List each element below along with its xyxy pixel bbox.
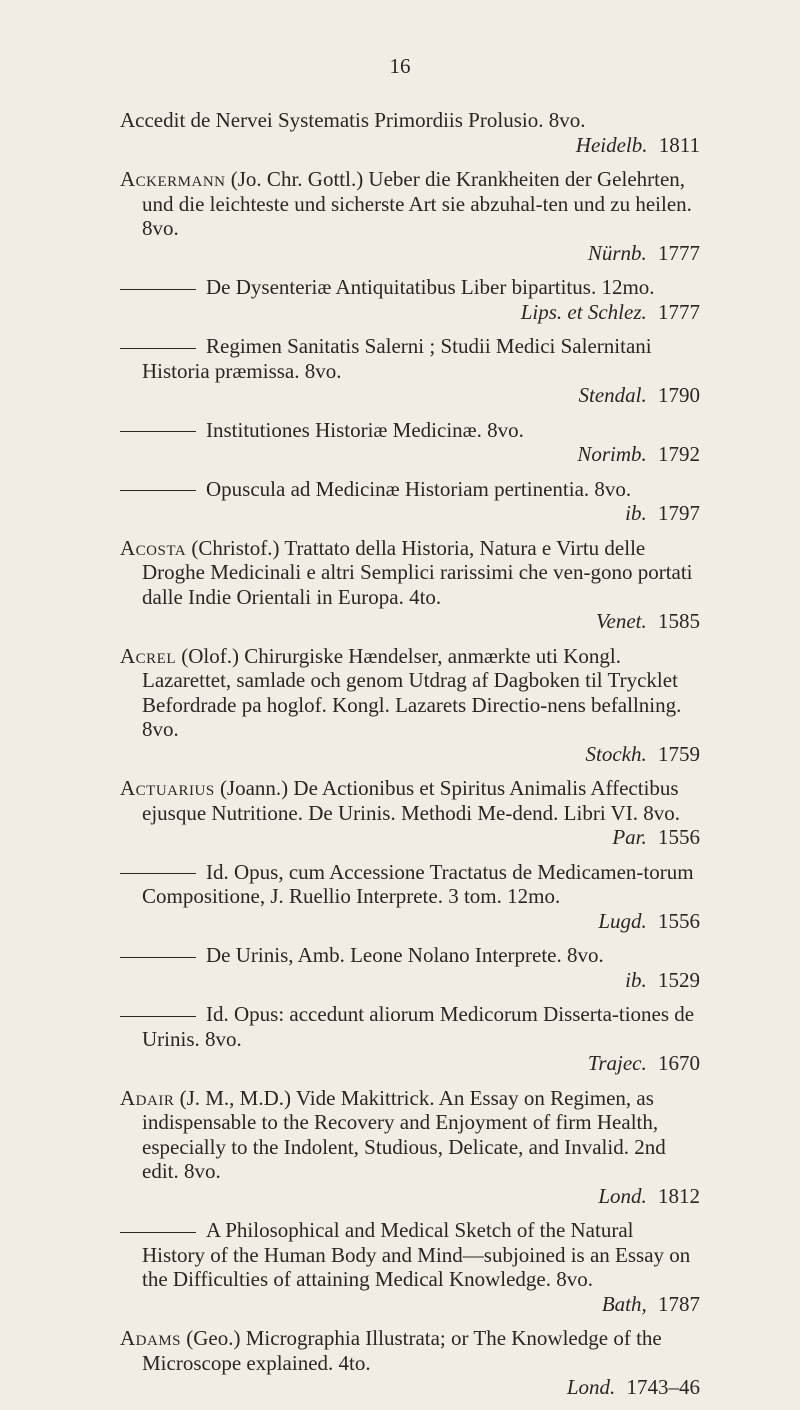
imprint-place: Lond. (566, 1375, 616, 1399)
imprint-year: 1797 (652, 501, 700, 525)
entry-text: Id. Opus, cum Accessione Tractatus de Medicamen-torum Compositione, J. Ruellio Interprete. 3 tom. 12mo. (142, 859, 694, 908)
author-name: Actuarius (120, 776, 215, 800)
imprint-line (142, 1375, 700, 1400)
catalogue-entry (120, 536, 700, 634)
imprint-line (142, 1051, 700, 1076)
ditto-dash (120, 957, 196, 958)
ditto-dash (120, 289, 196, 290)
author-name: Acrel (120, 643, 177, 668)
catalogue-entry (120, 418, 700, 467)
entry-text: (J. M., M.D.) Vide Makittrick. An Essay on Regimen, as indispensable to the Recovery and Enjoyment of firm Health, especially to the Indolent, Studious, Delicate, and Invalid. 2nd edit. 8vo. (142, 1085, 666, 1183)
imprint-line (142, 383, 700, 408)
imprint-line (142, 300, 700, 325)
imprint-year: 1743–46 (621, 1375, 700, 1399)
catalogue-entry (120, 1002, 700, 1076)
imprint-year: 1529 (652, 967, 700, 992)
imprint-place: Par. (612, 825, 647, 849)
entry-text: Regimen Sanitatis Salerni ; Studii Medici Salernitani Historia præmissa. 8vo. (142, 334, 652, 383)
imprint-year: 1777 (652, 299, 700, 324)
imprint-year: 1556 (652, 825, 700, 849)
catalogue-entry (120, 334, 700, 408)
author-name: Adams (120, 1326, 182, 1350)
imprint-year: 1787 (652, 1291, 700, 1316)
entry-text: (Geo.) Micrographia Illustrata; or The Knowledge of the Microscope explained. 4to. (142, 1326, 662, 1375)
author-name: Adair (120, 1085, 175, 1110)
imprint-line (142, 133, 700, 158)
imprint-place: ib. (625, 967, 647, 992)
page-number: 16 (389, 54, 411, 78)
catalogue-entry (120, 860, 700, 934)
imprint-year: 1777 (652, 240, 700, 265)
imprint-year: 1556 (652, 908, 700, 933)
entry-text: (Christof.) Trattato della Historia, Natura e Virtu delle Droghe Medicinali e altri Semplici rarissimi che ven-gono portati dalle Indie Orientali in Europa. 4to. (142, 535, 693, 609)
author-name: Ackermann (120, 167, 226, 191)
imprint-line (142, 442, 700, 467)
catalogue-entry (120, 943, 700, 992)
imprint-year: 1811 (653, 132, 700, 157)
catalogue-entries (120, 108, 700, 1410)
imprint-year: 1812 (652, 1183, 700, 1208)
imprint-line (142, 909, 700, 934)
entry-text: (Olof.) Chirurgiske Hændelser, anmærkte uti Kongl. Lazarettet, samlade och genom Utdrag af Dagboken til Trycklet Befordrade pa hoglof. Kongl. Lazarets Directio-nens befallning. 8vo. (142, 643, 682, 741)
entry-text: A Philosophical and Medical Sketch of the Natural History of the Human Body and Mind—subjoined is an Essay on the Difficulties of attaining Medical Knowledge. 8vo. (142, 1218, 691, 1291)
catalogue-entry (120, 1218, 700, 1316)
imprint-place: ib. (625, 501, 647, 525)
catalogue-entry (120, 108, 700, 157)
entry-text: (Jo. Chr. Gottl.) Ueber die Krankheiten der Gelehrten, und die leichteste und sicherste Art sie abzuhal-ten und zu heilen. 8vo. (142, 167, 692, 240)
imprint-place: Norimb. (577, 442, 647, 466)
imprint-place: Lips. et Schlez. (520, 299, 647, 324)
ditto-dash (120, 873, 196, 874)
entry-text: Id. Opus: accedunt aliorum Medicorum Disserta-tiones de Urinis. 8vo. (142, 1002, 695, 1051)
catalogue-entry (120, 1086, 700, 1209)
entry-text: Accedit de Nervei Systematis Primordiis Prolusio. 8vo. (120, 108, 586, 132)
imprint-line (142, 1184, 700, 1209)
imprint-year: 1585 (652, 609, 700, 633)
imprint-year: 1792 (652, 442, 700, 466)
entry-text: De Dysenteriæ Antiquitatibus Liber bipartitus. 12mo. (206, 275, 655, 299)
imprint-year: 1790 (652, 383, 700, 407)
entry-text: De Urinis, Amb. Leone Nolano Interprete. 8vo. (206, 943, 604, 967)
imprint-line (142, 1292, 700, 1317)
imprint-line (142, 609, 700, 634)
imprint-place: Nürnb. (587, 240, 647, 265)
catalogue-entry (120, 275, 700, 324)
author-name: Acosta (120, 535, 187, 560)
imprint-place: Bath, (601, 1291, 647, 1316)
catalogue-entry (120, 1326, 700, 1400)
imprint-year: 1670 (652, 1051, 700, 1075)
entry-text: Institutiones Historiæ Medicinæ. 8vo. (206, 417, 524, 442)
imprint-line (142, 968, 700, 993)
ditto-dash (120, 348, 196, 349)
imprint-line (142, 742, 700, 767)
catalogue-entry (120, 167, 700, 265)
imprint-place: Lond. (598, 1183, 647, 1208)
imprint-place: Heidelb. (575, 132, 648, 157)
imprint-line (142, 825, 700, 850)
imprint-place: Venet. (596, 609, 647, 633)
entry-text: Opuscula ad Medicinæ Historiam pertinentia. 8vo. (206, 476, 632, 501)
imprint-line (142, 501, 700, 526)
imprint-place: Trajec. (587, 1051, 647, 1075)
imprint-place: Lugd. (598, 908, 647, 933)
catalogue-entry (120, 477, 700, 526)
ditto-dash (120, 1232, 196, 1233)
ditto-dash (120, 490, 196, 491)
imprint-year: 1759 (652, 741, 700, 766)
entry-text: (Joann.) De Actionibus et Spiritus Animalis Affectibus ejusque Nutritione. De Urinis. Methodi Me-dend. Libri VI. 8vo. (142, 776, 680, 825)
ditto-dash (120, 1016, 196, 1017)
imprint-line (142, 241, 700, 266)
imprint-place: Stendal. (578, 383, 647, 407)
catalogue-entry (120, 644, 700, 767)
imprint-place: Stockh. (585, 741, 647, 766)
catalogue-entry (120, 776, 700, 850)
ditto-dash (120, 431, 196, 432)
